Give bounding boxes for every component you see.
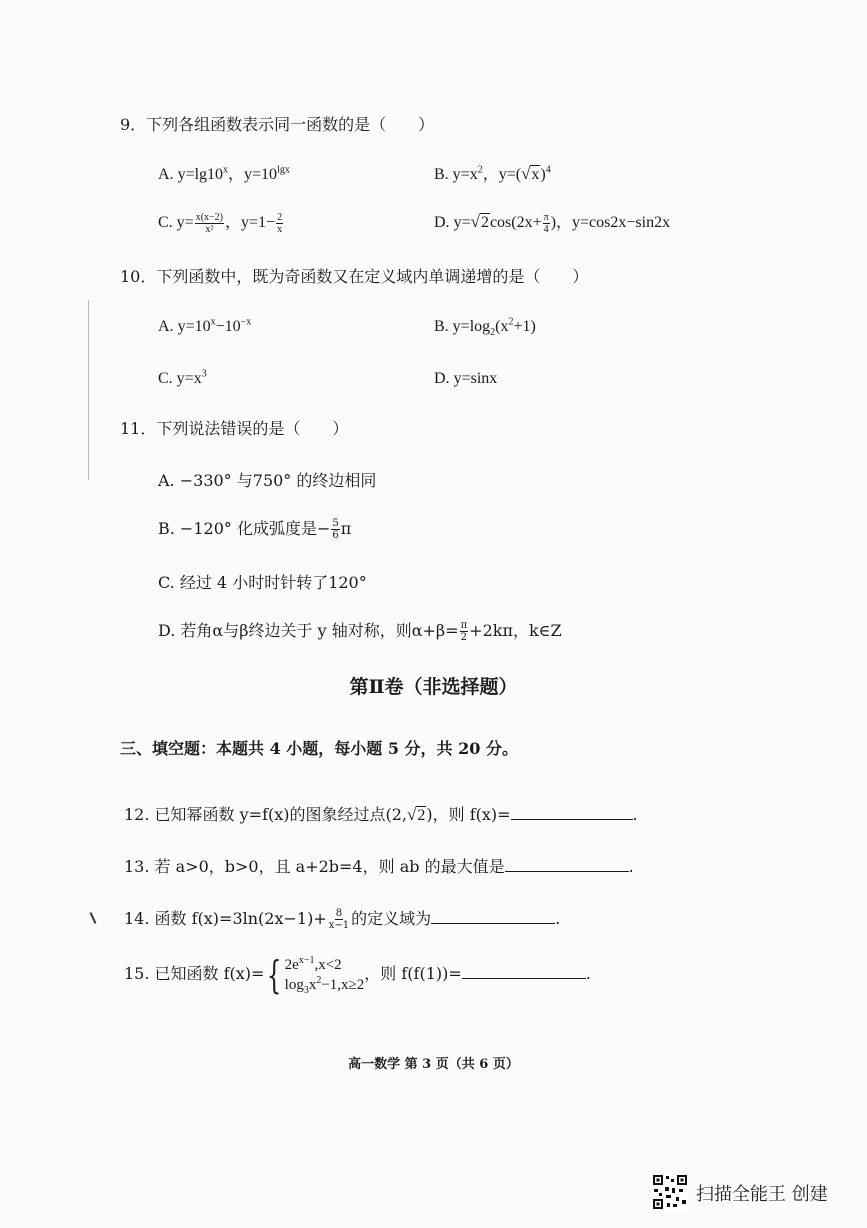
q9-option-b: B. $y=x^2$，y=( √ x )$^4$ <box>434 164 551 183</box>
question-11-stem: 11．下列说法错误的是（ ） <box>120 419 349 438</box>
q10-option-c: C. $y=x^3$ <box>158 368 207 387</box>
answer-blank[interactable] <box>431 909 555 924</box>
answer-blank[interactable] <box>511 805 633 820</box>
question-10-stem: 10．下列函数中，既为奇函数又在定义域内单调递增的是（ ） <box>120 267 589 286</box>
question-14: 14. 函数 f(x)=3ln(2x−1)+ $\frac{8}{x-1}$ 的定义域为 . <box>124 908 561 931</box>
question-12: 12. 已知幂函数 y=f(x)的图象经过点(2, √ 2 )，则 f(x)= . <box>124 805 638 824</box>
q11-option-d: D. 若角α与β终边关于 y 轴对称，则α+β= $\frac{\pi}{2}$ +2kπ，k∈Z <box>158 620 562 643</box>
question-9-stem: 9．下列各组函数表示同一函数的是（ ） <box>120 115 435 134</box>
q10-option-b: B. $y=\log_2(x^2+1)$ <box>434 316 536 339</box>
q9-option-d: D. y= √ 2 cos(2x+ $\frac{\pi}{4}$ )，y=cos2x−sin2x <box>434 212 671 235</box>
q9-option-c: C. y= $\frac{x(x-2)}{\text{x²}}$ ，y=1− $\frac{2}{x}$ <box>158 212 283 235</box>
answer-blank[interactable] <box>505 857 629 872</box>
question-15: 15. 已知函数 f(x)={ $2e^{x-1},x<2$ $\log_3x^2-1,x\ge 2$ ，则 f(f(1))= . <box>124 952 591 997</box>
answer-blank[interactable] <box>462 964 586 979</box>
case-2: $\log_3x^2-1,x\ge 2$ <box>284 974 365 996</box>
piecewise-brace: { <box>267 952 282 997</box>
watermark-text: 扫描全能王 创建 <box>696 1184 828 1205</box>
q9-option-a: A. $y=\lg 10^x$，$y=10^{lgx}$ <box>158 164 290 183</box>
case-1: $2e^{x-1},x<2$ <box>284 954 342 973</box>
question-13: 13. 若 a>0，b>0，且 a+2b=4，则 ab 的最大值是 . <box>124 857 634 876</box>
section-title: 第Ⅱ卷（非选择题） <box>349 676 518 698</box>
q11-option-a: A. −330° 与750° 的终边相同 <box>158 471 377 490</box>
qr-code-icon <box>652 1174 688 1210</box>
q11-option-c: C. 经过 4 小时时针转了120° <box>158 573 367 592</box>
fill-in-section-heading: 三、填空题：本题共 4 小题，每小题 5 分，共 20 分。 <box>120 739 518 758</box>
page-footer: 高一数学 第 3 页（共 6 页） <box>348 1057 519 1072</box>
piecewise-cases <box>285 955 365 995</box>
q10-option-d: D. y=sinx <box>434 370 498 387</box>
q11-option-b: B. −120° 化成弧度是− $\frac{5}{6}$ π <box>158 518 352 541</box>
scan-artifact <box>88 300 89 480</box>
scan-artifact <box>90 912 97 924</box>
q10-option-a: A. $y=10^x-10^{-x}$ <box>158 316 252 335</box>
